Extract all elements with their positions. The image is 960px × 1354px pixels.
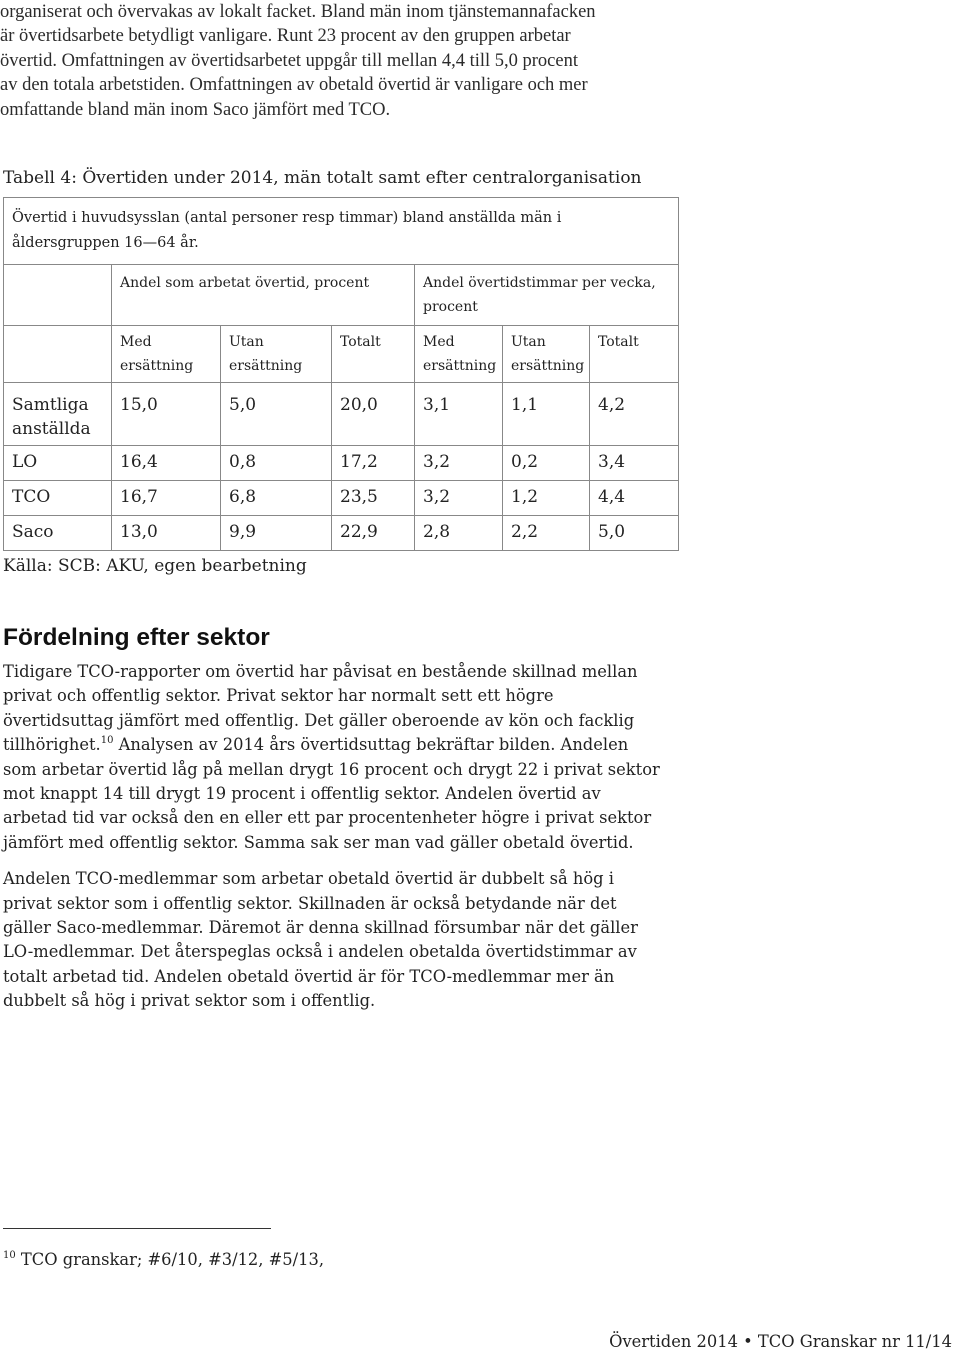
- intro-line: organiserat och övervakas av lokalt facket. Bland män inom tjänstemannafacken: [0, 2, 596, 22]
- table-cell: 0,2: [503, 446, 590, 481]
- table-cell: 6,8: [221, 481, 332, 516]
- footnote-text: TCO granskar; #6/10, #3/12, #5/13,: [20, 1250, 325, 1269]
- column-header: Totalt: [332, 326, 415, 383]
- empty-header-cell: [4, 265, 112, 326]
- table-cell: 15,0: [112, 383, 221, 446]
- table-cell: 1,1: [503, 383, 590, 446]
- table-row: [4, 516, 679, 551]
- table-cell: 22,9: [332, 516, 415, 551]
- table-cell: 2,2: [503, 516, 590, 551]
- table-cell: 1,2: [503, 481, 590, 516]
- column-header: Totalt: [590, 326, 679, 383]
- footnote-ref[interactable]: 10: [100, 735, 114, 747]
- overtime-table: [3, 197, 679, 551]
- table-row: [4, 446, 679, 481]
- paragraph-text: Tidigare TCO-rapporter om övertid har påvisat en bestående skillnad mellan privat och offentlig sektor. Privat sektor har normalt sett ett högre övertidsuttag jämfört med offentlig. Det gäller oberoende av kön och facklig tillhörighet.: [3, 662, 638, 755]
- row-label: TCO: [4, 481, 112, 516]
- footnote-number: 10: [3, 1250, 16, 1261]
- intro-line: är övertidsarbete betydligt vanligare. Runt 23 procent av den gruppen arbetar: [0, 26, 571, 47]
- intro-line: övertid. Omfattningen av övertidsarbetet uppgår till mellan 4,4 till 5,0 procent: [0, 50, 578, 71]
- table-source: Källa: SCB: AKU, egen bearbetning: [3, 556, 307, 576]
- row-label: LO: [4, 446, 112, 481]
- table-cell: 17,2: [332, 446, 415, 481]
- row-label: Saco: [4, 516, 112, 551]
- table-cell: 20,0: [332, 383, 415, 446]
- table-caption: Tabell 4: Övertiden under 2014, män totalt samt efter centralorganisation: [3, 168, 642, 188]
- section-body: [3, 660, 665, 1026]
- table-row: [4, 383, 679, 446]
- table-cell: 4,4: [590, 481, 679, 516]
- table-cell: 3,2: [415, 446, 503, 481]
- table-cell: 0,8: [221, 446, 332, 481]
- table-cell: 16,7: [112, 481, 221, 516]
- group-header: Andel som arbetat övertid, procent: [112, 265, 415, 326]
- table-cell: 16,4: [112, 446, 221, 481]
- table-cell: 13,0: [112, 516, 221, 551]
- paragraph-text: Analysen av 2014 års övertidsuttag bekräftar bilden. Andelen som arbetar övertid låg på mellan drygt 16 procent och drygt 22 i privat sektor mot knappt 14 till drygt 19 procent i offentlig sektor. Andelen övertid av arbetad tid var också den en eller ett par procentenheter högre i privat sektor jämfört med offentlig sektor. Samma sak ser man vad gäller obetald övertid.: [3, 735, 660, 852]
- group-header: Andel övertidstimmar per vecka, procent: [415, 265, 679, 326]
- paragraph: [3, 660, 665, 855]
- table-row: [4, 481, 679, 516]
- footnote-divider: [3, 1228, 271, 1229]
- table-cell: 3,4: [590, 446, 679, 481]
- table-cell: 3,2: [415, 481, 503, 516]
- paragraph: Andelen TCO-medlemmar som arbetar obetald övertid är dubbelt så hög i privat sektor som i offentlig sektor. Skillnaden är också betydande när det gäller Saco-medlemmar. Däremot är denna skillnad försumbar när det gäller LO-medlemmar. Det återspeglas också i andelen obetalda övertidstimmar av totalt arbetad tid. Andelen obetald övertid är för TCO-medlemmar mer än dubbelt så hög i privat sektor som i offentlig.: [3, 869, 638, 1011]
- table-cell: 9,9: [221, 516, 332, 551]
- table-description: Övertid i huvudsysslan (antal personer resp timmar) bland anställda män i åldersgruppen 16—64 år.: [4, 198, 679, 265]
- table-cell: 3,1: [415, 383, 503, 446]
- intro-line: omfattande bland män inom Saco jämfört med TCO.: [0, 99, 391, 120]
- row-label: Samtliga anställda: [4, 383, 112, 446]
- data-table-wrapper: [3, 197, 668, 551]
- intro-line: av den totala arbetstiden. Omfattningen av obetald övertid är vanligare och mer: [0, 75, 588, 96]
- table-cell: 2,8: [415, 516, 503, 551]
- footnote: [3, 1248, 324, 1272]
- table-cell: 5,0: [590, 516, 679, 551]
- page-footer: Övertiden 2014 • TCO Granskar nr 11/14: [609, 1332, 952, 1351]
- table-cell: 4,2: [590, 383, 679, 446]
- column-header: Utan ersättning: [221, 326, 332, 383]
- column-header: Utan ersättning: [503, 326, 590, 383]
- section-heading: Fördelning efter sektor: [3, 624, 270, 651]
- column-header: Med ersättning: [112, 326, 221, 383]
- table-cell: 23,5: [332, 481, 415, 516]
- table-cell: 5,0: [221, 383, 332, 446]
- empty-header-cell: [4, 326, 112, 383]
- intro-text: [0, 0, 660, 122]
- column-header: Med ersättning: [415, 326, 503, 383]
